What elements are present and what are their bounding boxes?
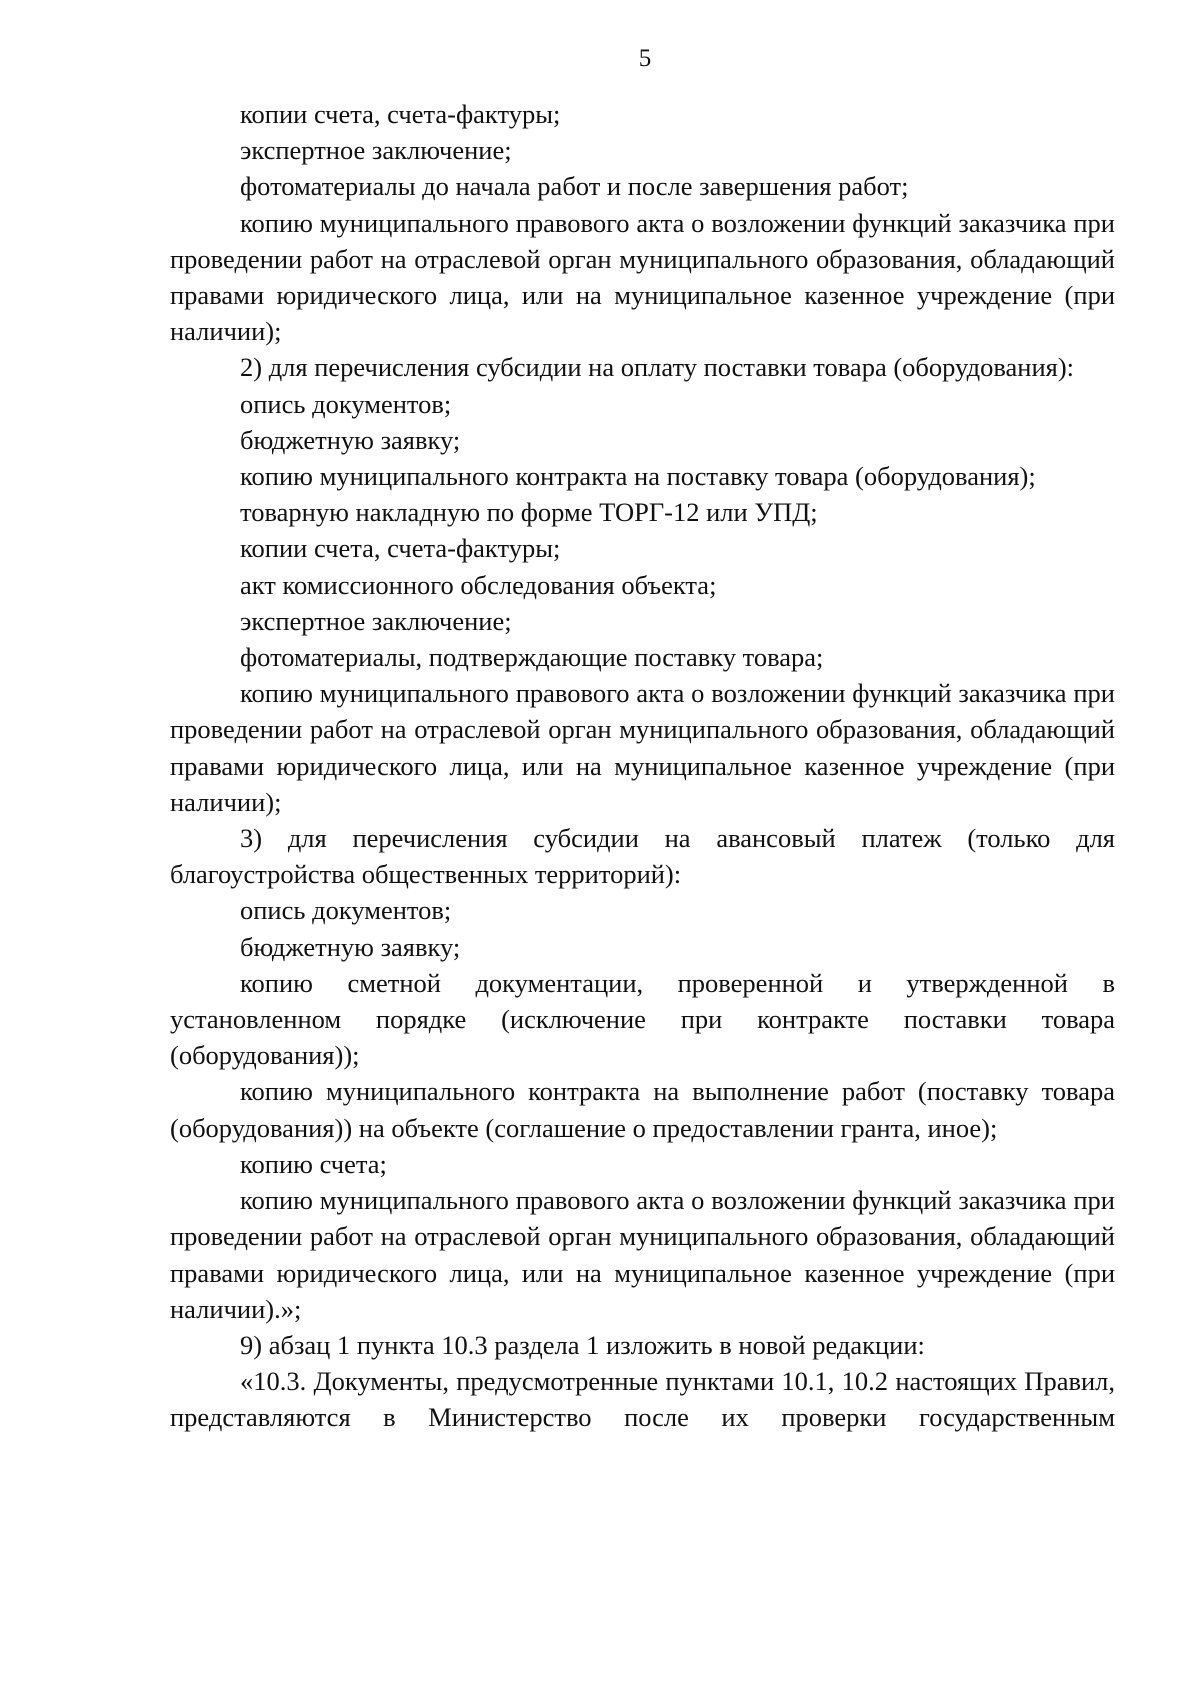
- document-body: [170, 96, 1115, 1436]
- paragraph: 2) для перечисления субсидии на оплату поставки товара (оборудования):: [240, 352, 1075, 383]
- paragraph: «10.3. Документы, предусмотренные пунктами 10.1, 10.2 настоящих Правил, представляются в Министерство после их проверки государственным: [170, 1366, 1115, 1433]
- paragraph: фотоматериалы до начала работ и после завершения работ;: [240, 171, 909, 202]
- paragraph: фотоматериалы, подтверждающие поставку товара;: [240, 642, 824, 673]
- paragraph: копии счета, счета-фактуры;: [240, 99, 561, 129]
- paragraph: копию муниципального правового акта о возложении функций заказчика при проведении работ на отраслевой орган муниципального образования, обладающий правами юридического лица, или на муниципальное казенное учреждение (при наличии).»;: [170, 1185, 1115, 1324]
- paragraph: бюджетную заявку;: [240, 424, 461, 455]
- paragraph: товарную накладную по форме ТОРГ-12 или УПД;: [240, 497, 818, 528]
- paragraph: копию муниципального контракта на выполнение работ (поставку товара (оборудования)) на объекте (соглашение о предоставлении гранта, иное);: [170, 1076, 1115, 1143]
- page-number: 5: [638, 45, 652, 72]
- paragraph: 9) абзац 1 пункта 10.3 раздела 1 изложить в новой редакции:: [240, 1329, 925, 1360]
- paragraph: копию счета;: [240, 1148, 387, 1179]
- paragraph: бюджетную заявку;: [240, 931, 461, 962]
- paragraph: копию муниципального правового акта о возложении функций заказчика при проведении работ на отраслевой орган муниципального образования, обладающий правами юридического лица, или на муниципальное казенное учреждение (при наличии);: [170, 678, 1115, 817]
- paragraph: копию муниципального правового акта о возложении функций заказчика при проведении работ на отраслевой орган муниципального образования, обладающий правами юридического лица, или на муниципальное казенное учреждение (при наличии);: [170, 207, 1115, 347]
- paragraph: опись документов;: [240, 388, 452, 419]
- paragraph: экспертное заключение;: [240, 605, 512, 636]
- paragraph: экспертное заключение;: [240, 135, 512, 166]
- paragraph: копию муниципального контракта на поставку товара (оборудования);: [240, 461, 1036, 492]
- paragraph: опись документов;: [240, 895, 452, 926]
- paragraph: копии счета, счета-фактуры;: [240, 533, 561, 564]
- paragraph: копию сметной документации, проверенной и утвержденной в установленном порядке (исключение при контракте поставки товара (оборудования));: [170, 967, 1115, 1071]
- paragraph: акт комиссионного обследования объекта;: [240, 569, 717, 600]
- paragraph: 3) для перечисления субсидии на авансовый платеж (только для благоустройства общественных территорий):: [170, 823, 1115, 890]
